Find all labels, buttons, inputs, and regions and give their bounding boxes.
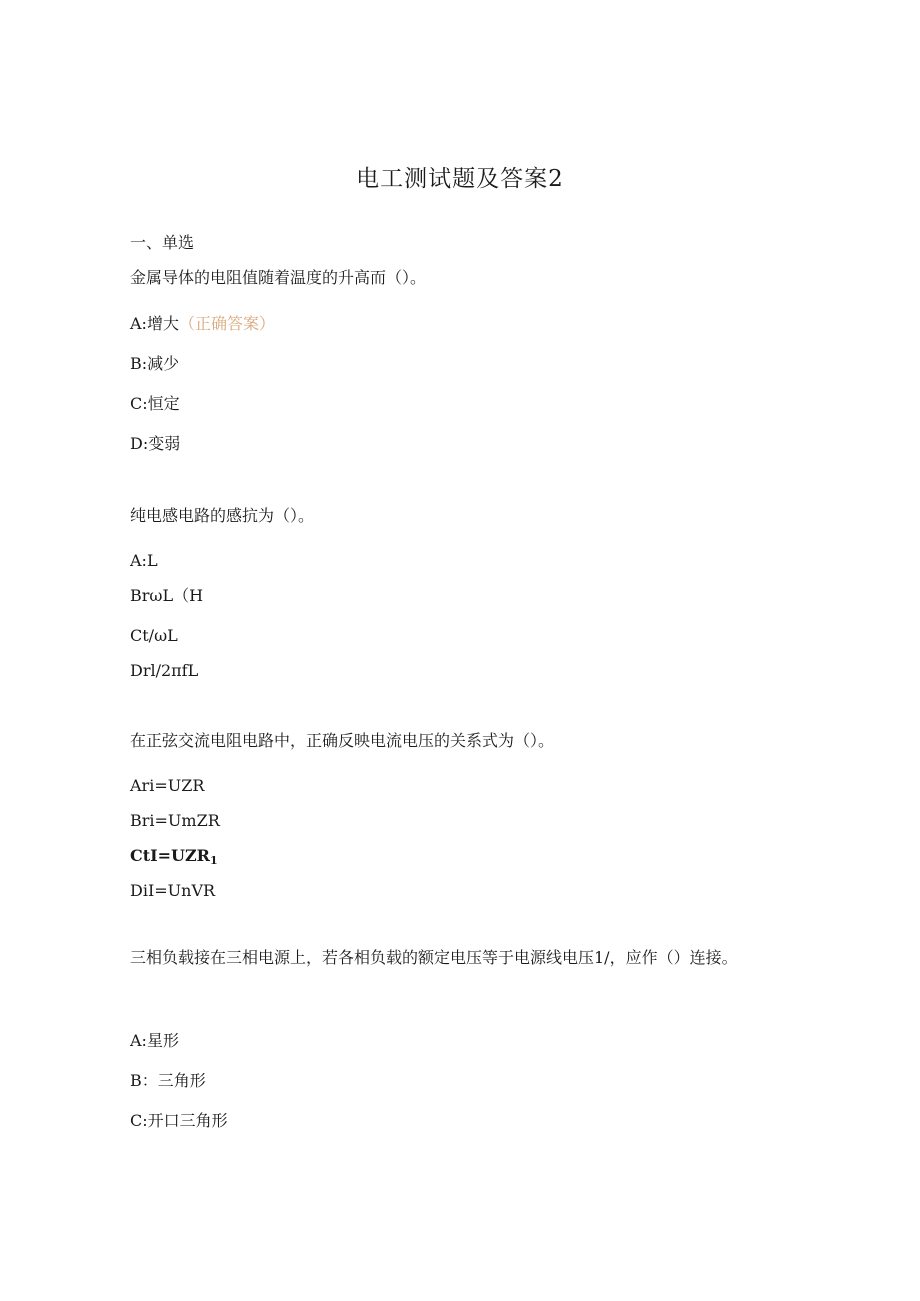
question-2-option-a: A:L bbox=[130, 551, 158, 570]
question-3-stem: 在正弦交流电阻电路中，正确反映电流电压的关系式为（）。 bbox=[130, 731, 555, 750]
option-subscript: 1 bbox=[209, 854, 218, 867]
question-4-stem: 三相负载接在三相电源上，若各相负载的额定电压等于电源线电压1/，应作（）连接。 bbox=[130, 948, 738, 967]
question-2-option-c: Ct∕ωL bbox=[130, 626, 178, 645]
question-4-option-c: C:开口三角形 bbox=[130, 1111, 228, 1130]
question-3-option-b: Bri=UmZR bbox=[130, 811, 220, 830]
correct-answer-note: （正确答案） bbox=[178, 314, 275, 333]
question-1-option-b: B:减少 bbox=[130, 354, 180, 373]
question-3-option-a: Ari=UZR bbox=[130, 776, 205, 795]
question-1-option-a bbox=[130, 314, 275, 334]
question-3-option-c bbox=[130, 846, 218, 871]
question-1-option-d: D:变弱 bbox=[130, 434, 181, 453]
question-4-option-b: B：三角形 bbox=[130, 1071, 206, 1090]
option-label: CtI=UZR bbox=[130, 846, 210, 865]
question-1-option-c: C:恒定 bbox=[130, 394, 180, 413]
question-4-option-a: A:星形 bbox=[130, 1031, 179, 1050]
question-2-stem: 纯电感电路的感抗为（）。 bbox=[130, 506, 315, 525]
option-label: A:增大 bbox=[130, 314, 179, 333]
section-heading: 一、单选 bbox=[130, 233, 195, 252]
question-3-option-d: DiI=UnVR bbox=[130, 881, 216, 900]
question-2-option-d: Drl∕2πfL bbox=[130, 661, 199, 680]
document-title: 电工测试题及答案2 bbox=[356, 166, 564, 192]
question-2-option-b: BrωL（H bbox=[130, 586, 204, 605]
question-1-stem: 金属导体的电阻值随着温度的升高而（）。 bbox=[130, 268, 427, 287]
